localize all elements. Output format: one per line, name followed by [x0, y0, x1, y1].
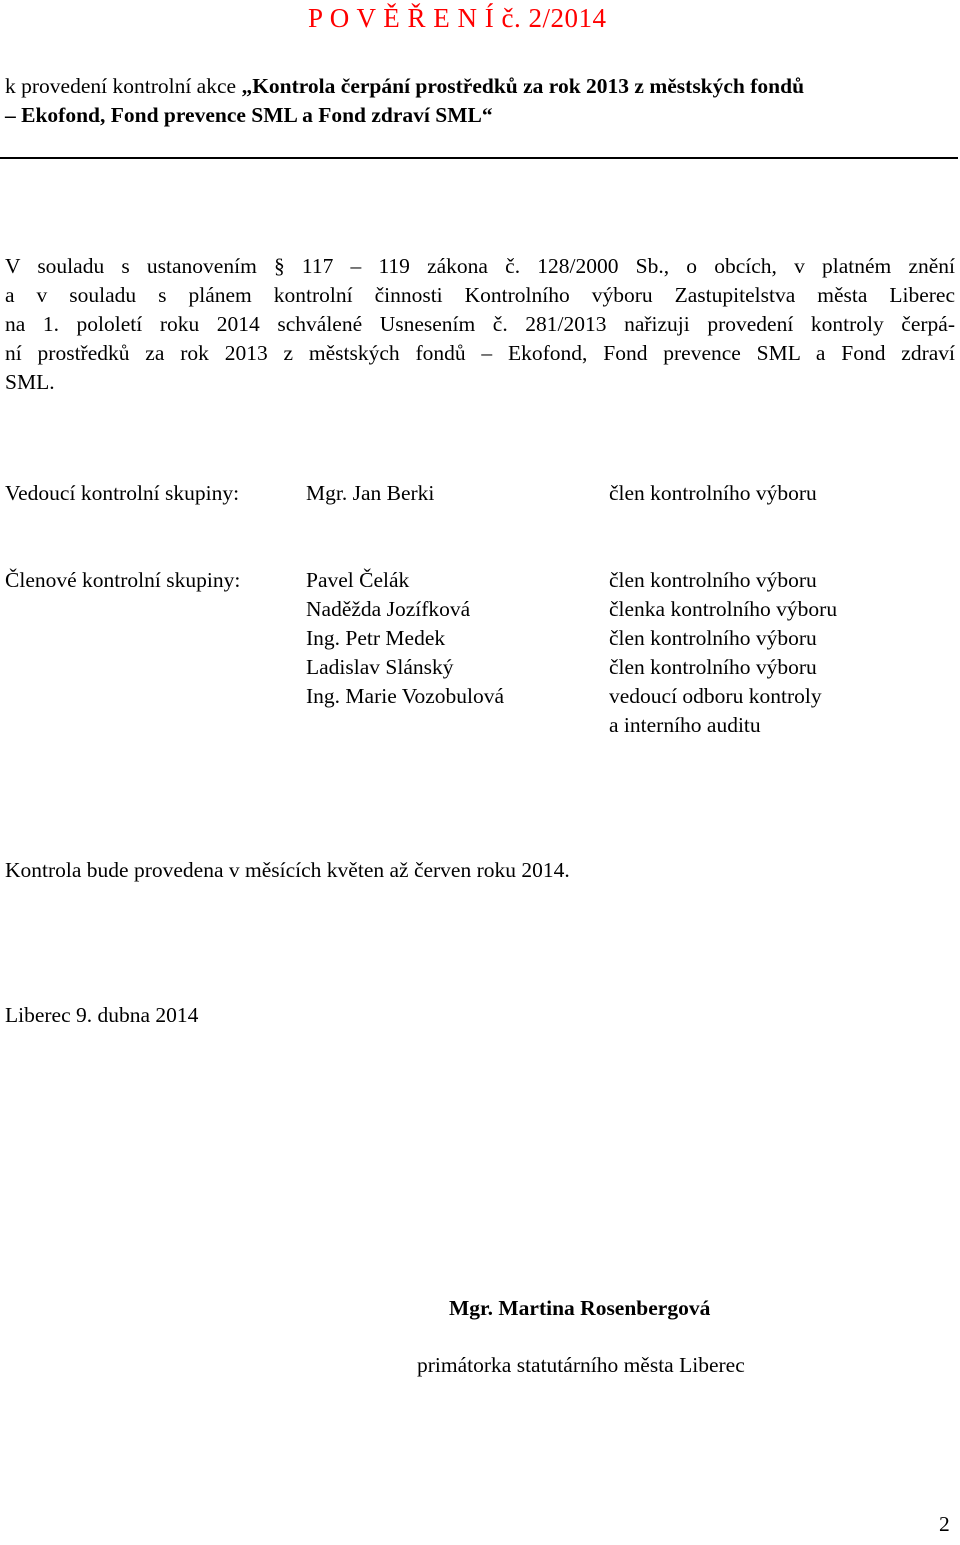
- member-name: Ing. Marie Vozobulová: [306, 684, 505, 708]
- signatory-name: Mgr. Martina Rosenbergová: [449, 1296, 711, 1320]
- paragraph-line: SML.: [5, 370, 55, 394]
- leader-name: Mgr. Jan Berki: [306, 481, 435, 505]
- paragraph-line: a v souladu s plánem kontrolní činnosti Kontrolního výboru Zastupitelstva města Liberec: [5, 283, 955, 307]
- member-role: vedoucí odboru kontroly: [609, 684, 822, 708]
- paragraph-line: na 1. pololetí roku 2014 schválené Usnesením č. 281/2013 nařizuji provedení kontroly čerpá-: [5, 312, 955, 336]
- member-role: člen kontrolního výboru: [609, 626, 817, 650]
- member-role: člen kontrolního výboru: [609, 568, 817, 592]
- member-name: Naděžda Jozífková: [306, 597, 471, 621]
- leader-role: člen kontrolního výboru: [609, 481, 817, 505]
- member-name: Pavel Čelák: [306, 568, 410, 592]
- member-role: člen kontrolního výboru: [609, 655, 817, 679]
- schedule-text: Kontrola bude provedena v měsících květen až červen roku 2014.: [5, 858, 570, 882]
- page-number: 2: [939, 1512, 950, 1536]
- intro-prefix: k provedení kontrolní akce: [5, 74, 242, 98]
- intro-line-1: [5, 74, 804, 99]
- member-name: Ladislav Slánský: [306, 655, 454, 679]
- signatory-role: primátorka statutárního města Liberec: [417, 1353, 745, 1377]
- leader-label: Vedoucí kontrolní skupiny:: [5, 481, 240, 505]
- place-date: Liberec 9. dubna 2014: [5, 1003, 199, 1027]
- horizontal-divider: [0, 157, 958, 159]
- intro-line-2: – Ekofond, Fond prevence SML a Fond zdraví SML“: [5, 103, 493, 127]
- intro-action-name: „Kontrola čerpání prostředků za rok 2013 z městských fondů: [241, 74, 805, 98]
- members-label: Členové kontrolní skupiny:: [5, 568, 241, 592]
- member-name: Ing. Petr Medek: [306, 626, 446, 650]
- member-role: členka kontrolního výboru: [609, 597, 838, 621]
- paragraph-line: ní prostředků za rok 2013 z městských fondů – Ekofond, Fond prevence SML a Fond zdraví: [5, 341, 955, 365]
- document-title: P O V Ě Ř E N Í č. 2/2014: [308, 3, 607, 33]
- paragraph-line: V souladu s ustanovením § 117 – 119 zákona č. 128/2000 Sb., o obcích, v platném znění: [5, 254, 955, 278]
- member-role-continuation: a interního auditu: [609, 713, 761, 737]
- body-paragraph: [5, 252, 955, 397]
